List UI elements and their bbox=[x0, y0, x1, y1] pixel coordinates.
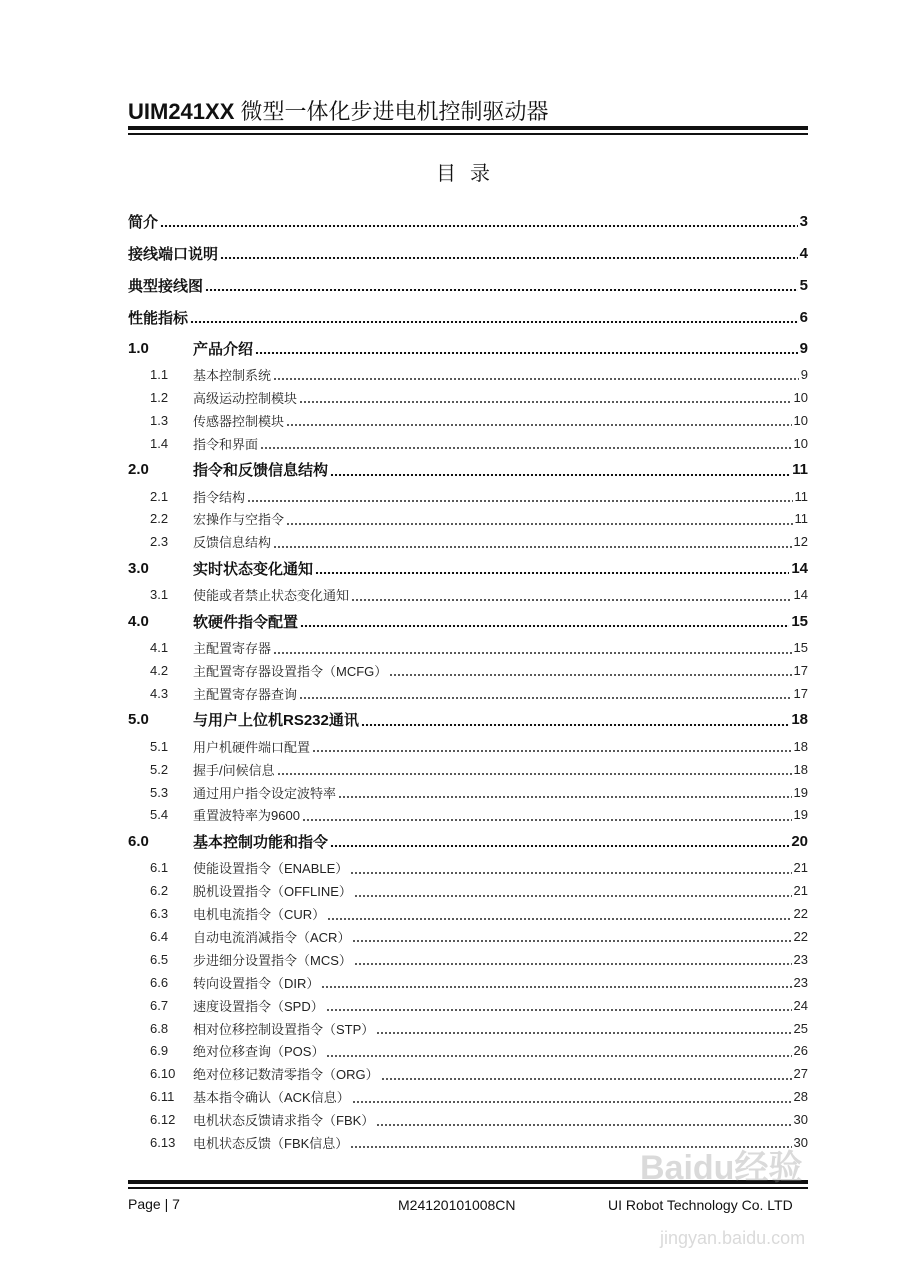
toc-entry-page: 30 bbox=[793, 1134, 808, 1150]
toc-section[interactable] bbox=[128, 553, 808, 583]
toc-subsection[interactable] bbox=[128, 583, 808, 606]
dot-leader bbox=[312, 750, 792, 752]
toc-entry-page: 12 bbox=[793, 534, 808, 550]
toc-entry-title: 脱机设置指令（OFFLINE） bbox=[193, 884, 352, 900]
toc-entry-page: 11 bbox=[792, 461, 808, 479]
toc-entry-page: 19 bbox=[793, 807, 808, 823]
dot-leader bbox=[273, 652, 792, 654]
toc-entry-number: 5.3 bbox=[150, 784, 169, 800]
dot-leader bbox=[351, 599, 792, 601]
toc-entry-title: 用户机硬件端口配置 bbox=[193, 739, 311, 755]
toc-entry-title: 转向设置指令（DIR） bbox=[193, 975, 320, 991]
dot-leader bbox=[247, 500, 792, 502]
toc-entry-page: 18 bbox=[793, 761, 808, 777]
toc-entry-page: 25 bbox=[793, 1020, 808, 1036]
toc-entry-page: 14 bbox=[791, 559, 808, 577]
toc-entry-title: 重置波特率为9600 bbox=[193, 808, 300, 824]
toc-entry-page: 11 bbox=[794, 511, 808, 527]
toc-entry-title: 基本指令确认（ACK信息） bbox=[193, 1090, 350, 1106]
toc-subsection[interactable] bbox=[128, 971, 808, 994]
toc-subsection[interactable] bbox=[128, 409, 808, 432]
toc-entry-page: 22 bbox=[793, 928, 808, 944]
toc-subsection[interactable] bbox=[128, 1085, 808, 1108]
dot-leader bbox=[326, 1009, 792, 1011]
toc-entry-title: 性能指标 bbox=[128, 309, 189, 327]
toc-entry-number: 6.3 bbox=[150, 906, 169, 922]
toc-entry-page: 17 bbox=[793, 662, 808, 678]
toc-entry-page: 9 bbox=[799, 339, 808, 357]
toc-entry-page: 21 bbox=[793, 883, 808, 899]
toc-entry-page: 10 bbox=[793, 435, 808, 451]
dot-leader bbox=[160, 225, 798, 227]
header-rule-thin bbox=[128, 133, 808, 135]
toc-entry-title: 指令和反馈信息结构 bbox=[193, 462, 329, 480]
toc-subsection[interactable] bbox=[128, 803, 808, 826]
toc-subsection[interactable] bbox=[128, 432, 808, 455]
toc-subsection[interactable] bbox=[128, 1108, 808, 1131]
dot-leader bbox=[286, 523, 792, 525]
toc-entry-number: 6.7 bbox=[150, 997, 169, 1013]
header-product: 微型一体化步进电机控制驱动器 bbox=[234, 99, 549, 124]
toc-entry-page: 21 bbox=[793, 860, 808, 876]
toc-subsection[interactable] bbox=[128, 879, 808, 902]
toc-entry-page: 20 bbox=[791, 832, 808, 850]
toc-entry[interactable] bbox=[128, 269, 808, 301]
watermark-logo: Baidu经验 bbox=[640, 1149, 803, 1187]
toc-entry-title: 基本控制功能和指令 bbox=[193, 833, 329, 851]
toc-subsection[interactable] bbox=[128, 948, 808, 971]
toc-entry-page: 18 bbox=[793, 738, 808, 754]
dot-leader bbox=[327, 918, 791, 920]
dot-leader bbox=[299, 697, 792, 699]
toc-entry-number: 6.12 bbox=[150, 1112, 176, 1128]
dot-leader bbox=[321, 986, 791, 988]
toc-entry-number: 6.13 bbox=[150, 1134, 176, 1150]
toc-entry-page: 17 bbox=[793, 685, 808, 701]
toc-entry-title: 反馈信息结构 bbox=[193, 535, 272, 551]
toc-subsection[interactable] bbox=[128, 659, 808, 682]
toc-subsection[interactable] bbox=[128, 994, 808, 1017]
toc-title: 目录 bbox=[436, 163, 504, 185]
toc-entry-page: 28 bbox=[793, 1089, 808, 1105]
toc-entry-number: 4.2 bbox=[150, 662, 169, 678]
toc-entry-number: 5.2 bbox=[150, 761, 169, 777]
toc-subsection[interactable] bbox=[128, 386, 808, 409]
toc-entry-title: 软硬件指令配置 bbox=[193, 613, 299, 631]
toc-entry-page: 23 bbox=[793, 974, 808, 990]
toc-entry-page: 10 bbox=[793, 389, 808, 405]
dot-leader bbox=[205, 289, 798, 291]
toc-entry-number: 4.0 bbox=[128, 612, 149, 630]
dot-leader bbox=[326, 1055, 791, 1057]
toc-entry-number: 4.3 bbox=[150, 685, 169, 701]
toc-subsection[interactable] bbox=[128, 485, 808, 508]
toc-entry-title: 高级运动控制模块 bbox=[193, 390, 298, 406]
toc-entry-title: 产品介绍 bbox=[193, 340, 254, 358]
toc-entry-number: 6.5 bbox=[150, 951, 169, 967]
toc-entry-page: 14 bbox=[793, 587, 808, 603]
toc-entry-title: 传感器控制模块 bbox=[193, 413, 285, 429]
toc-subsection[interactable] bbox=[128, 1039, 808, 1062]
toc-entry-page: 4 bbox=[799, 244, 808, 262]
toc-entry-number: 6.8 bbox=[150, 1020, 169, 1036]
toc-entry-title: 相对位移控制设置指令（STP） bbox=[193, 1021, 375, 1037]
toc-subsection[interactable] bbox=[128, 925, 808, 948]
dot-leader bbox=[277, 773, 792, 775]
document-header-title bbox=[128, 95, 549, 126]
toc-entry-title: 步进细分设置指令（MCS） bbox=[193, 952, 352, 968]
toc-entry-title: 绝对位移记数清零指令（ORG） bbox=[193, 1067, 379, 1083]
toc-subsection[interactable] bbox=[128, 735, 808, 758]
dot-leader bbox=[315, 572, 789, 574]
toc-entry-page: 19 bbox=[793, 784, 808, 800]
toc-entry-number: 3.0 bbox=[128, 559, 149, 577]
toc-entry-number: 5.0 bbox=[128, 711, 149, 729]
toc-entry-title: 接线端口说明 bbox=[128, 245, 219, 263]
toc-entry-number: 6.6 bbox=[150, 974, 169, 990]
dot-leader bbox=[220, 257, 798, 259]
toc-entry-title: 电机状态反馈请求指令（FBK） bbox=[193, 1113, 375, 1129]
toc-entry-page: 24 bbox=[793, 997, 808, 1013]
toc-entry-title: 典型接线图 bbox=[128, 277, 204, 295]
header-model: UIM241XX bbox=[128, 99, 235, 124]
toc-entry-number: 6.11 bbox=[150, 1089, 175, 1105]
footer-doc-code: M24120101008CN bbox=[398, 1197, 516, 1213]
toc-entry-page: 6 bbox=[799, 308, 808, 326]
toc-entry-title: 绝对位移查询（POS） bbox=[193, 1044, 325, 1060]
toc-section[interactable] bbox=[128, 606, 808, 636]
dot-leader bbox=[350, 872, 791, 874]
toc-entry-page: 3 bbox=[799, 212, 808, 230]
toc-entry-number: 1.4 bbox=[150, 435, 169, 451]
toc-entry-title: 简介 bbox=[128, 213, 159, 231]
toc-entry-page: 10 bbox=[793, 412, 808, 428]
toc-entry-title: 电机状态反馈（FBK信息） bbox=[193, 1135, 349, 1151]
dot-leader bbox=[352, 1101, 792, 1103]
toc-entry-title: 使能或者禁止状态变化通知 bbox=[193, 588, 350, 604]
dot-leader bbox=[330, 474, 790, 476]
toc-entry-number: 1.3 bbox=[150, 412, 169, 428]
toc-entry-page: 30 bbox=[793, 1112, 808, 1128]
toc-entry-title: 主配置寄存器设置指令（MCFG） bbox=[193, 663, 388, 679]
toc-entry-number: 3.1 bbox=[150, 587, 169, 603]
toc-entry-number: 4.1 bbox=[150, 640, 169, 656]
toc-subsection[interactable] bbox=[128, 530, 808, 553]
toc-entry-title: 基本控制系统 bbox=[193, 367, 272, 383]
dot-leader bbox=[361, 724, 789, 726]
toc-entry-number: 6.0 bbox=[128, 832, 149, 850]
toc-entry-page: 22 bbox=[793, 906, 808, 922]
dot-leader bbox=[381, 1078, 792, 1080]
toc-entry-number: 6.4 bbox=[150, 928, 169, 944]
toc-entry[interactable] bbox=[128, 301, 808, 333]
toc-entry-number: 6.10 bbox=[150, 1066, 176, 1082]
toc-subsection[interactable] bbox=[128, 682, 808, 705]
toc-entry-title: 电机电流指令（CUR） bbox=[193, 907, 326, 923]
toc-entry-title: 通过用户指令设定波特率 bbox=[193, 785, 337, 801]
toc-entry-title: 握手/问候信息 bbox=[193, 762, 275, 778]
toc-entry-number: 1.1 bbox=[150, 366, 169, 382]
toc-entry-page: 9 bbox=[800, 366, 808, 382]
toc-subsection[interactable] bbox=[128, 363, 808, 386]
toc-entry-title: 宏操作与空指令 bbox=[193, 512, 285, 528]
toc-entry-page: 23 bbox=[793, 951, 808, 967]
toc-subsection[interactable] bbox=[128, 1017, 808, 1040]
dot-leader bbox=[260, 447, 792, 449]
dot-leader bbox=[300, 625, 789, 627]
toc-entry-number: 5.1 bbox=[150, 738, 169, 754]
toc-entry-page: 26 bbox=[793, 1043, 808, 1059]
dot-leader bbox=[354, 895, 792, 897]
footer-company: UI Robot Technology Co. LTD bbox=[608, 1197, 793, 1213]
toc-entry-number: 6.2 bbox=[150, 883, 169, 899]
toc-entry-page: 15 bbox=[791, 612, 808, 630]
toc-entry-page: 15 bbox=[793, 640, 808, 656]
toc-entry[interactable] bbox=[128, 237, 808, 269]
toc-entry-page: 5 bbox=[799, 276, 808, 294]
toc-subsection[interactable] bbox=[128, 507, 808, 530]
toc-entry-number: 5.4 bbox=[150, 807, 169, 823]
dot-leader bbox=[273, 378, 799, 380]
dot-leader bbox=[376, 1124, 791, 1126]
watermark-url: jingyan.baidu.com bbox=[660, 1228, 806, 1248]
toc-section[interactable] bbox=[128, 705, 808, 735]
toc-entry-title: 指令和界面 bbox=[193, 436, 259, 452]
toc-subsection[interactable] bbox=[128, 1062, 808, 1085]
dot-leader bbox=[352, 940, 791, 942]
toc-section[interactable] bbox=[128, 333, 808, 363]
toc-entry-number: 6.1 bbox=[150, 860, 169, 876]
footer-page-number: Page | 7 bbox=[128, 1196, 180, 1212]
toc-entry-number: 1.2 bbox=[150, 389, 169, 405]
toc-entry-title: 实时状态变化通知 bbox=[193, 560, 314, 578]
dot-leader bbox=[255, 352, 798, 354]
dot-leader bbox=[338, 796, 792, 798]
dot-leader bbox=[286, 424, 792, 426]
toc-subsection[interactable] bbox=[128, 636, 808, 659]
toc-entry-number: 2.1 bbox=[150, 488, 169, 504]
toc-entry-title: 速度设置指令（SPD） bbox=[193, 998, 324, 1014]
toc-section[interactable] bbox=[128, 826, 808, 856]
toc-entry-title: 指令结构 bbox=[193, 489, 246, 505]
toc-entry-number: 2.2 bbox=[150, 511, 169, 527]
dot-leader bbox=[302, 819, 792, 821]
toc-entry-number: 1.0 bbox=[128, 339, 149, 357]
toc-entry-page: 11 bbox=[794, 488, 808, 504]
dot-leader bbox=[376, 1032, 791, 1034]
toc-entry-title: 自动电流消减指令（ACR） bbox=[193, 929, 351, 945]
dot-leader bbox=[354, 963, 792, 965]
toc-section[interactable] bbox=[128, 455, 808, 485]
toc-entry[interactable] bbox=[128, 205, 808, 237]
toc-entry-page: 27 bbox=[793, 1066, 808, 1082]
toc-entry-title: 与用户上位机RS232通讯 bbox=[193, 712, 359, 730]
dot-leader bbox=[330, 845, 789, 847]
header-rule bbox=[128, 126, 808, 130]
toc-entry-title: 主配置寄存器 bbox=[193, 641, 272, 657]
toc-entry-number: 2.0 bbox=[128, 461, 149, 479]
toc-entry-title: 主配置寄存器查询 bbox=[193, 686, 298, 702]
toc-entry-number: 2.3 bbox=[150, 534, 169, 550]
toc-subsection[interactable] bbox=[128, 856, 808, 879]
toc-entry-number: 6.9 bbox=[150, 1043, 169, 1059]
toc-entry-page: 18 bbox=[791, 711, 808, 729]
dot-leader bbox=[273, 546, 792, 548]
table-of-contents bbox=[128, 205, 808, 1154]
dot-leader bbox=[190, 321, 798, 323]
toc-subsection[interactable] bbox=[128, 902, 808, 925]
dot-leader bbox=[389, 674, 791, 676]
toc-subsection[interactable] bbox=[128, 781, 808, 804]
toc-subsection[interactable] bbox=[128, 758, 808, 781]
toc-entry-title: 使能设置指令（ENABLE） bbox=[193, 861, 349, 877]
dot-leader bbox=[299, 401, 792, 403]
